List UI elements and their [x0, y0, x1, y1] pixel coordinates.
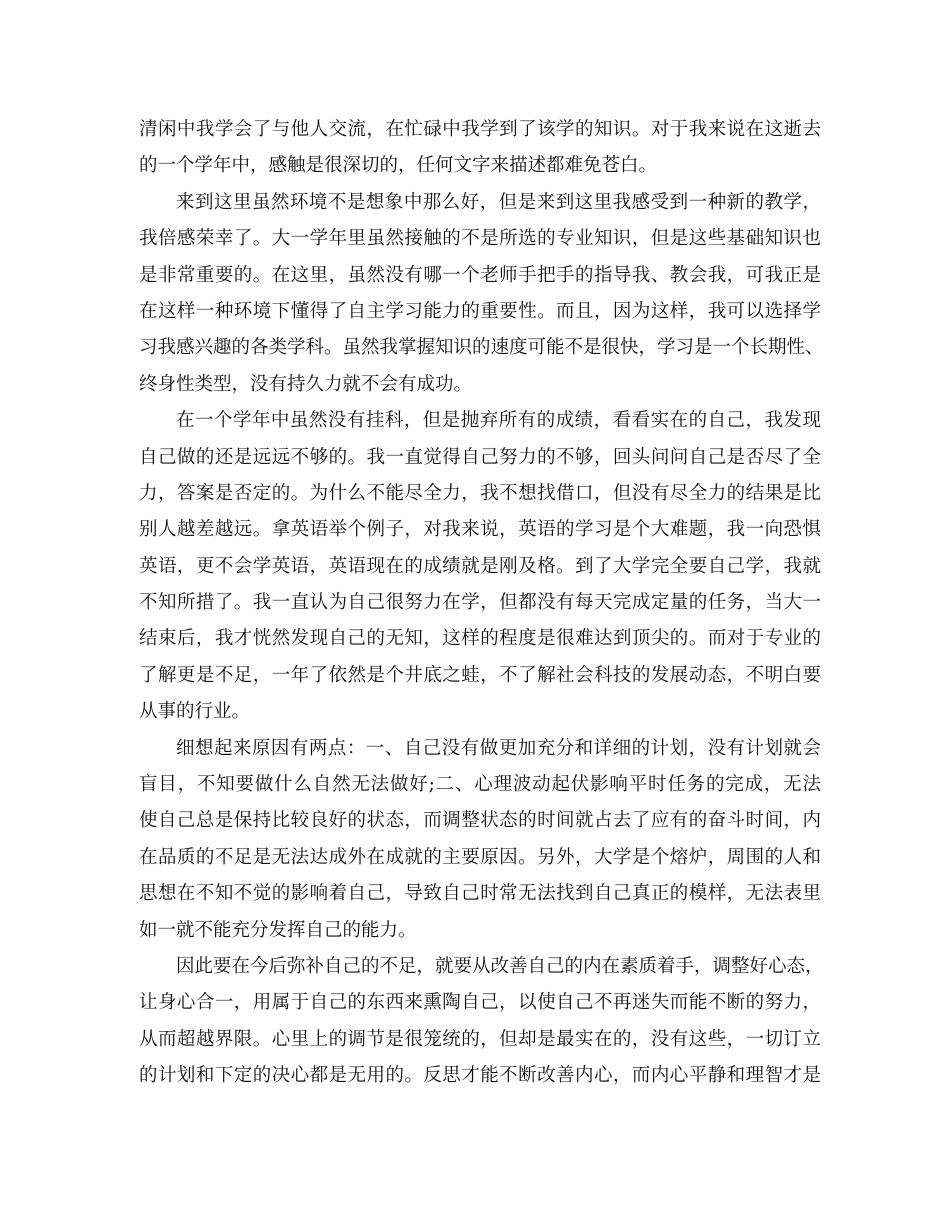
text-line: 终身性类型，没有持久力就不会有成功。	[139, 373, 473, 395]
text-line: 让身心合一，用属于自己的东西来熏陶自己，以使自己不再迷失而能不断的努力，	[139, 992, 821, 1014]
text-line: 在这样一种环境下懂得了自主学习能力的重要性。而且，因为这样，我可以选择学	[139, 300, 821, 322]
text-line: 结束后，我才恍然发现自己的无知，这样的程度是很难达到顶尖的。而对于专业的	[139, 628, 821, 650]
text-line: 使自己总是保持比较良好的状态，而调整状态的时间就占去了应有的奋斗时间，内	[139, 810, 821, 832]
text-line: 从而超越界限。心里上的调节是很笼统的，但却是最实在的，没有这些，一切订立	[139, 1028, 821, 1050]
text-line: 盲目，不知要做什么自然无法做好;二、心理波动起伏影响平时任务的完成，无法	[139, 774, 821, 796]
text-line: 别人越差越远。拿英语举个例子，对我来说，英语的学习是个大难题，我一向恐惧	[139, 519, 821, 541]
paragraph-first-line: 在一个学年中虽然没有挂科，但是抛弃所有的成绩，看看实在的自己，我发现	[176, 410, 821, 432]
text-line: 清闲中我学会了与他人交流，在忙碌中我学到了该学的知识。对于我来说在这逝去	[139, 119, 821, 140]
text-line: 英语，更不会学英语，英语现在的成绩就是刚及格。到了大学完全要自己学，我就	[139, 555, 821, 577]
text-line: 思想在不知不觉的影响着自己，导致自己时常无法找到自己真正的模样，无法表里	[139, 883, 821, 905]
text-line: 是非常重要的。在这里，虽然没有哪一个老师手把手的指导我、教会我，可我正是	[139, 264, 821, 286]
paragraph-first-line: 细想起来原因有两点：一、自己没有做更加充分和详细的计划，没有计划就会	[176, 737, 821, 759]
text-line: 力，答案是否定的。为什么不能尽全力，我不想找借口，但没有尽全力的结果是比	[139, 482, 821, 504]
text-line: 不知所措了。我一直认为自己很努力在学，但都没有每天完成定量的任务，当大一	[139, 592, 821, 614]
text-line: 从事的行业。	[139, 701, 251, 723]
text-line: 的一个学年中，感触是很深切的，任何文字来描述都难免苍白。	[139, 155, 658, 177]
paragraph-first-line: 来到这里虽然环境不是想象中那么好，但是来到这里我感受到一种新的教学，	[176, 191, 821, 213]
text-line: 了解更是不足，一年了依然是个井底之蛙，不了解社会科技的发展动态，不明白要	[139, 664, 821, 686]
text-line: 我倍感荣幸了。大一学年里虽然接触的不是所选的专业知识，但是这些基础知识也	[139, 228, 821, 250]
paragraph-first-line: 因此要在今后弥补自己的不足，就要从改善自己的内在素质着手，调整好心态，	[176, 955, 824, 977]
text-line: 在品质的不足是无法达成外在成就的主要原因。另外，大学是个熔炉，周围的人和	[139, 846, 821, 868]
document-body-text	[139, 112, 824, 1095]
text-line: 习我感兴趣的各类学科。虽然我掌握知识的速度可能不是很快，学习是一个长期性、	[139, 337, 824, 359]
text-line: 如一就不能充分发挥自己的能力。	[139, 919, 417, 941]
text-line: 自己做的还是远远不够的。我一直觉得自己努力的不够，回头问问自己是否尽了全	[139, 446, 821, 468]
text-line: 的计划和下定的决心都是无用的。反思才能不断改善内心，而内心平静和理智才是	[139, 1065, 821, 1087]
